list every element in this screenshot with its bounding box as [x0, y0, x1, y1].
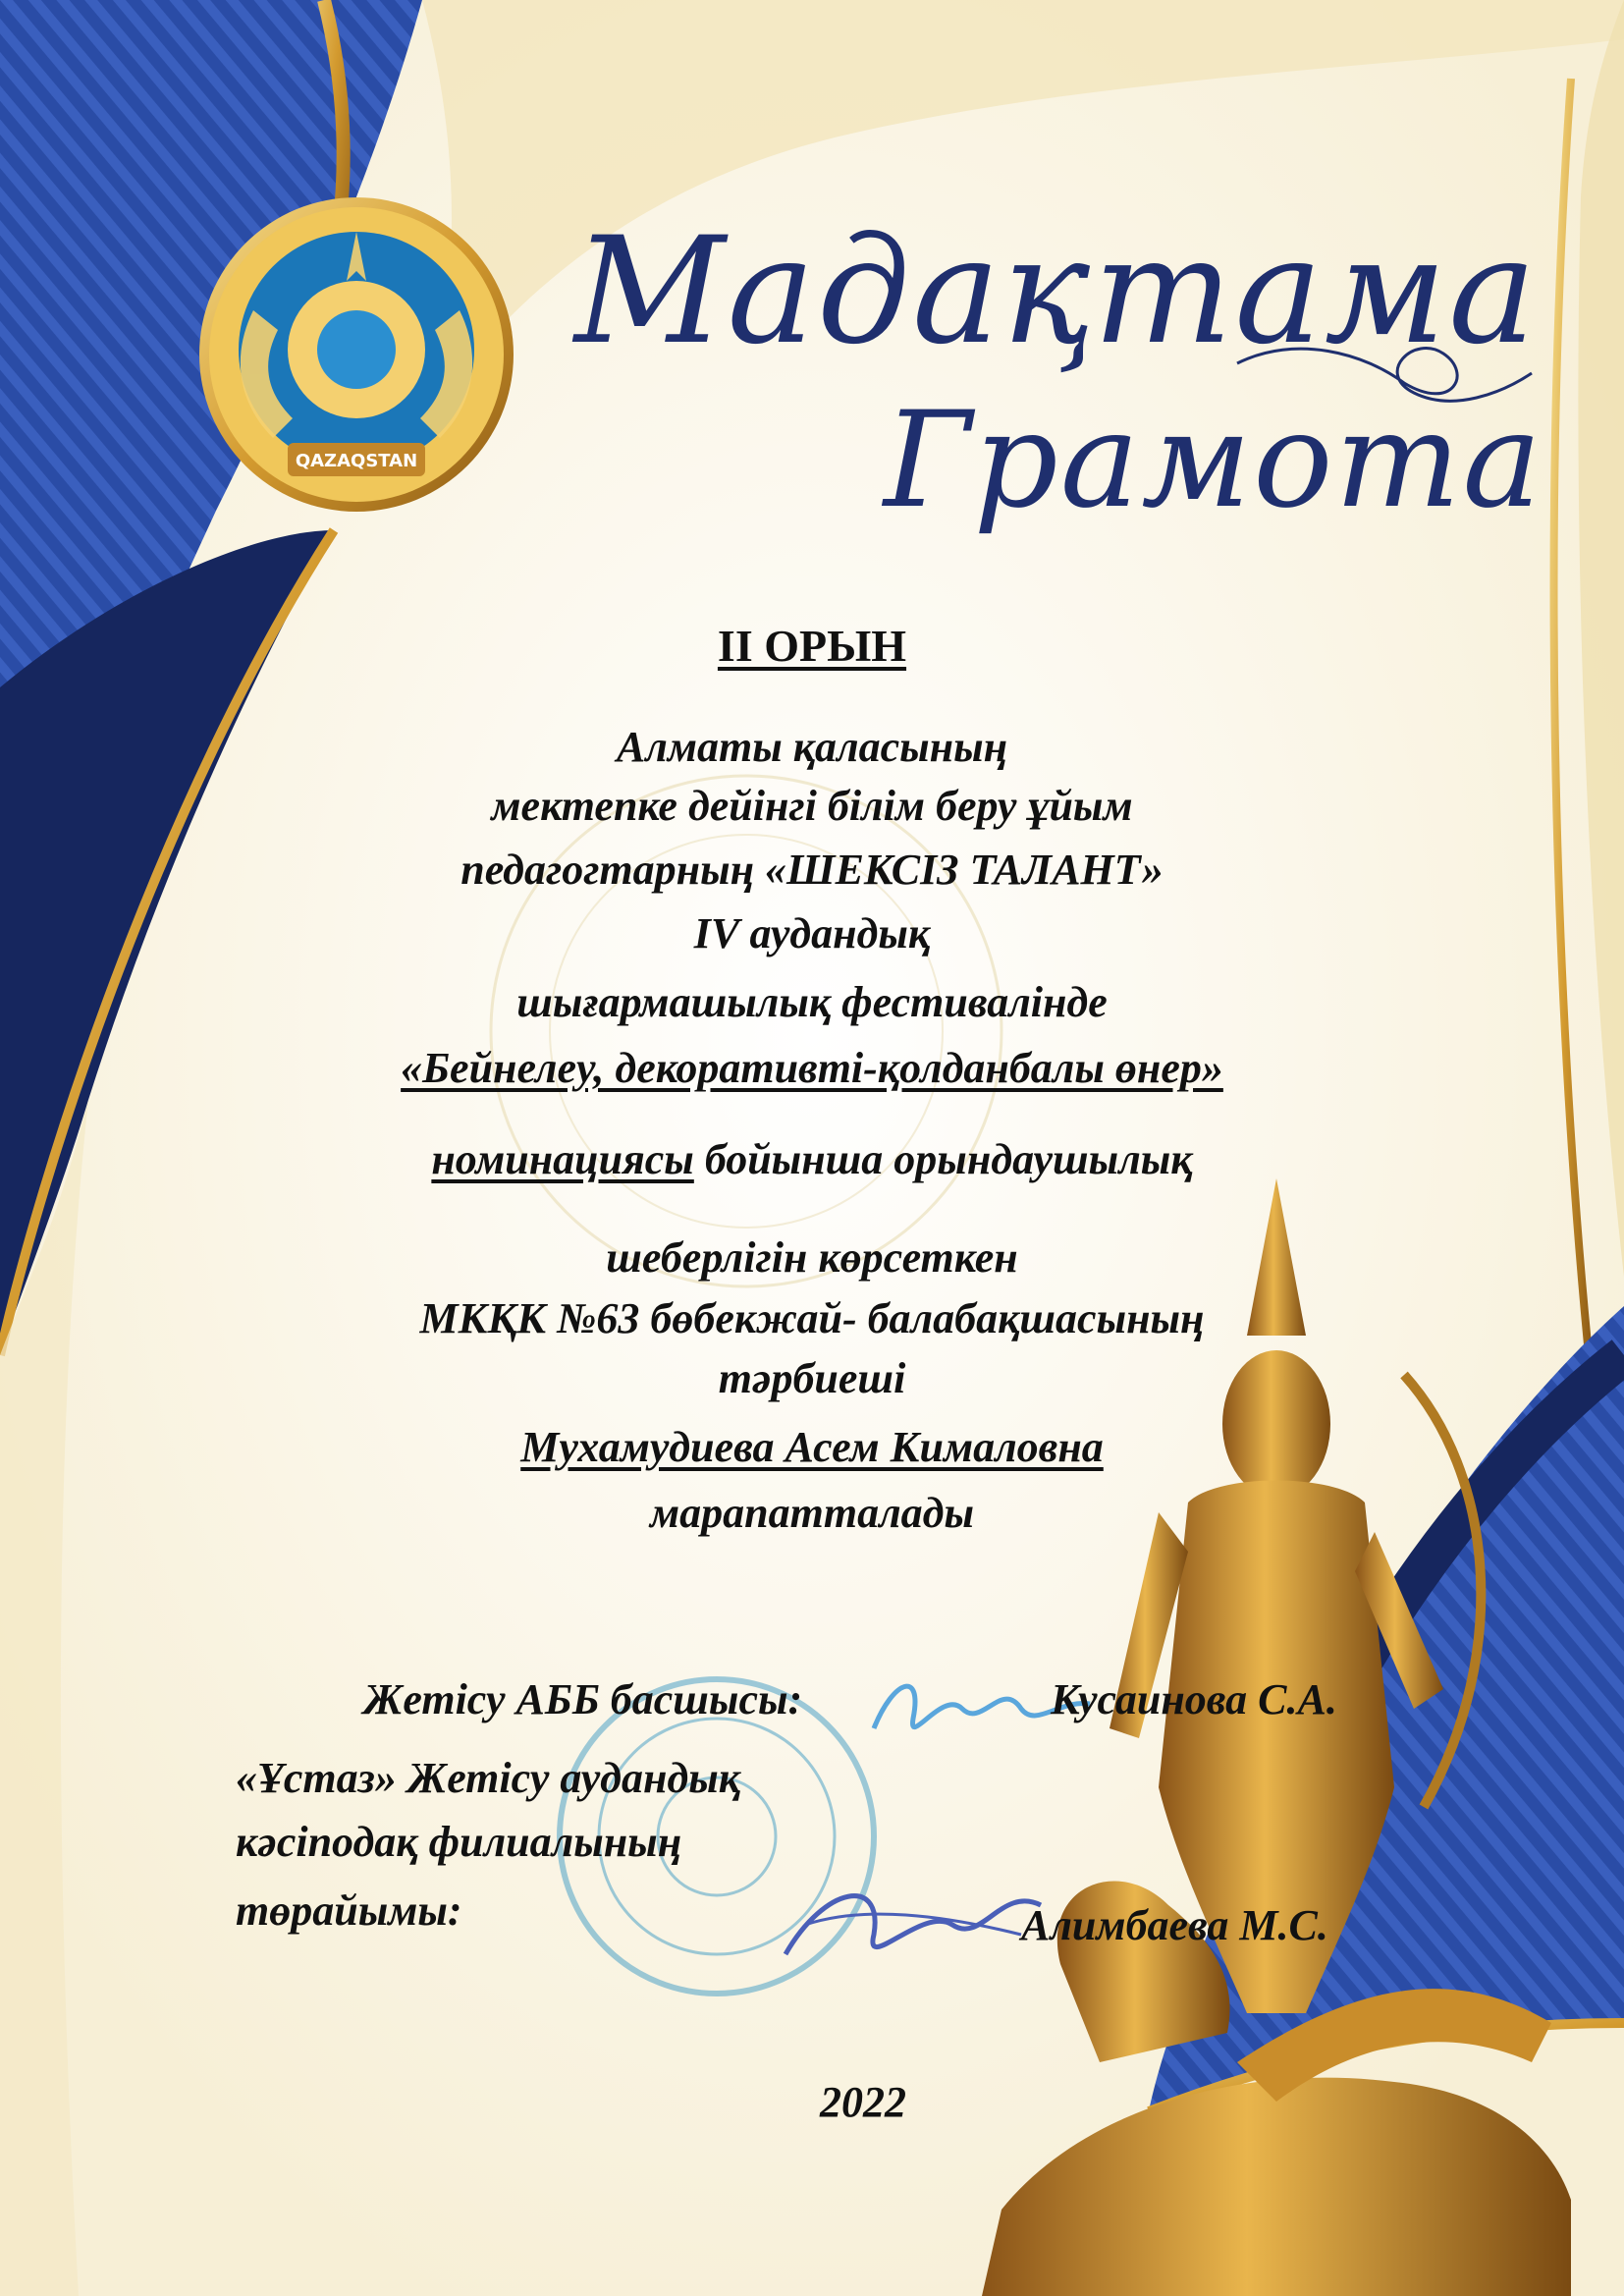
place-heading: II ОРЫН: [717, 621, 907, 671]
signatory2-title-line-3: төрайымы:: [236, 1886, 462, 1935]
body-line-5: шығармашылық фестивалінде: [516, 978, 1108, 1026]
skill-line: шеберлігін көрсеткен: [606, 1233, 1018, 1282]
nomination-word: номинациясы: [431, 1135, 694, 1183]
nomination-line: [0, 1134, 1624, 1185]
year: 2022: [820, 2078, 906, 2126]
recipient-name: Мухамудиева Асем Кималовна: [520, 1423, 1104, 1471]
nomination-rest: бойынша орындаушылық: [693, 1135, 1193, 1183]
signatory2-title-line-2: кәсіподақ филиалының: [236, 1818, 682, 1866]
organization-line: МКҚК №63 бөбекжай- балабақшасының: [419, 1294, 1205, 1342]
nomination-title: «Бейнелеу, декоративті-қолданбалы өнер»: [401, 1044, 1223, 1092]
signature-alimbaeva-icon: [766, 1846, 1060, 1984]
body-line-3: педагогтарның «ШЕКСІЗ ТАЛАНТ»: [460, 846, 1164, 894]
signatory1-name: Кусаинова С.А.: [1051, 1675, 1337, 1723]
awarded-line: марапатталады: [650, 1489, 974, 1537]
kazakhstan-emblem-icon: [194, 192, 518, 526]
emblem-label: QAZAQSTAN: [295, 451, 418, 471]
role-line: тәрбиеші: [718, 1354, 906, 1402]
body-line-1: Алматы қаласының: [616, 723, 1008, 771]
title-kazakh: Мадақтама: [574, 206, 1539, 377]
signatory1-title: Жетісу АББ басшысы:: [363, 1675, 803, 1723]
body-line-4: IV аудандық: [693, 909, 931, 957]
body-line-2: мектепке дейінгі білім беру ұйым: [491, 782, 1133, 830]
signatory2-title-line-1: «Ұстаз» Жетісу аудандық: [236, 1754, 741, 1802]
signatory2-name: Алимбаева М.С.: [1021, 1901, 1328, 1949]
title-russian: Грамота: [884, 383, 1543, 537]
